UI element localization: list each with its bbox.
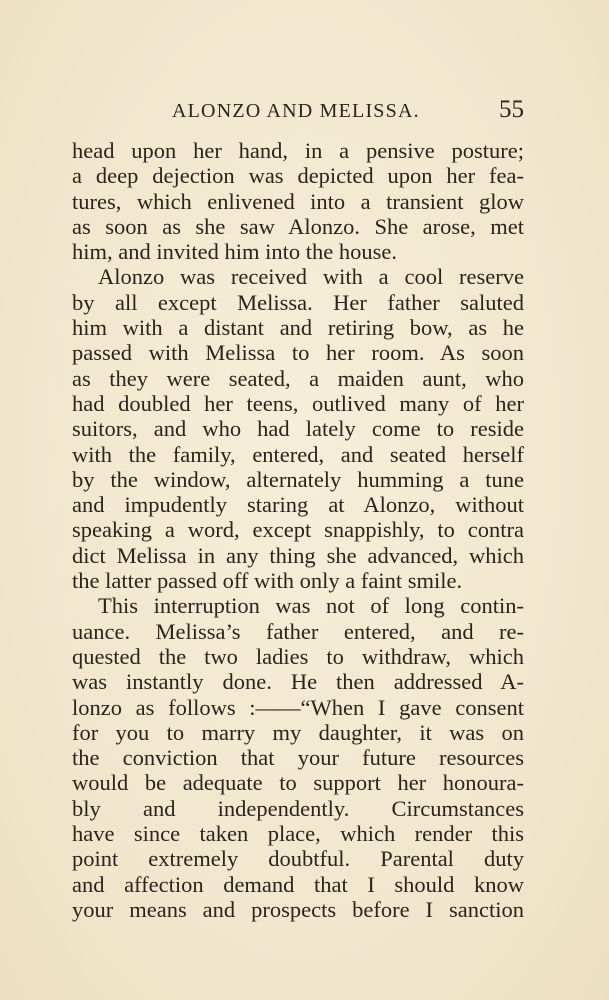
text-line: speaking a word, except snappishly, to contra [72, 517, 524, 543]
text-line: bly and independently. Circumstances [72, 795, 524, 821]
text-line: as they were seated, a maiden aunt, who [72, 365, 524, 391]
running-title: ALONZO AND MELISSA. [172, 100, 420, 122]
text-line: by the window, alternately humming a tune [72, 466, 524, 492]
text-line: was instantly done. He then addressed A- [72, 669, 524, 695]
text-line: This interruption was not of long contin- [98, 593, 524, 619]
page-header [72, 96, 524, 128]
text-line: suitors, and who had lately come to reside [72, 416, 524, 442]
text-line: quested the two ladies to withdraw, which [72, 643, 524, 669]
text-line: for you to marry my daughter, it was on [72, 719, 524, 745]
text-line: tures, which enlivened into a transient glow [72, 188, 524, 214]
text-line: passed with Melissa to her room. As soon [72, 340, 524, 366]
text-line: and impudently staring at Alonzo, without [72, 492, 524, 518]
page-number: 55 [499, 96, 524, 123]
text-line: by all except Melissa. Her father saluted [72, 289, 524, 315]
text-line: your means and prospects before I sanction [72, 896, 524, 922]
text-line: point extremely doubtful. Parental duty [72, 846, 524, 872]
text-line: him, and invited him into the house. [72, 239, 397, 265]
body-text [72, 138, 524, 922]
text-line: dict Melissa in any thing she advanced, which [72, 542, 524, 568]
text-line: would be adequate to support her honoura- [72, 770, 524, 796]
text-line: had doubled her teens, outlived many of her [72, 390, 524, 416]
text-line: a deep dejection was depicted upon her fea- [72, 163, 524, 189]
text-line: head upon her hand, in a pensive posture; [72, 138, 524, 163]
text-line: the conviction that your future resources [72, 745, 524, 771]
text-line: the latter passed off with only a faint smile. [72, 568, 463, 594]
text-line: and affection demand that I should know [72, 871, 524, 897]
text-line: lonzo as follows :——“When I gave consent [72, 694, 524, 720]
text-line: him with a distant and retiring bow, as he [72, 315, 524, 341]
text-line: as soon as she saw Alonzo. She arose, met [72, 213, 524, 239]
text-line: Alonzo was received with a cool reserve [98, 264, 524, 290]
text-line: with the family, entered, and seated herself [72, 441, 524, 467]
text-line: have since taken place, which render this [72, 821, 524, 847]
text-line: uance. Melissa’s father entered, and re- [72, 618, 524, 644]
